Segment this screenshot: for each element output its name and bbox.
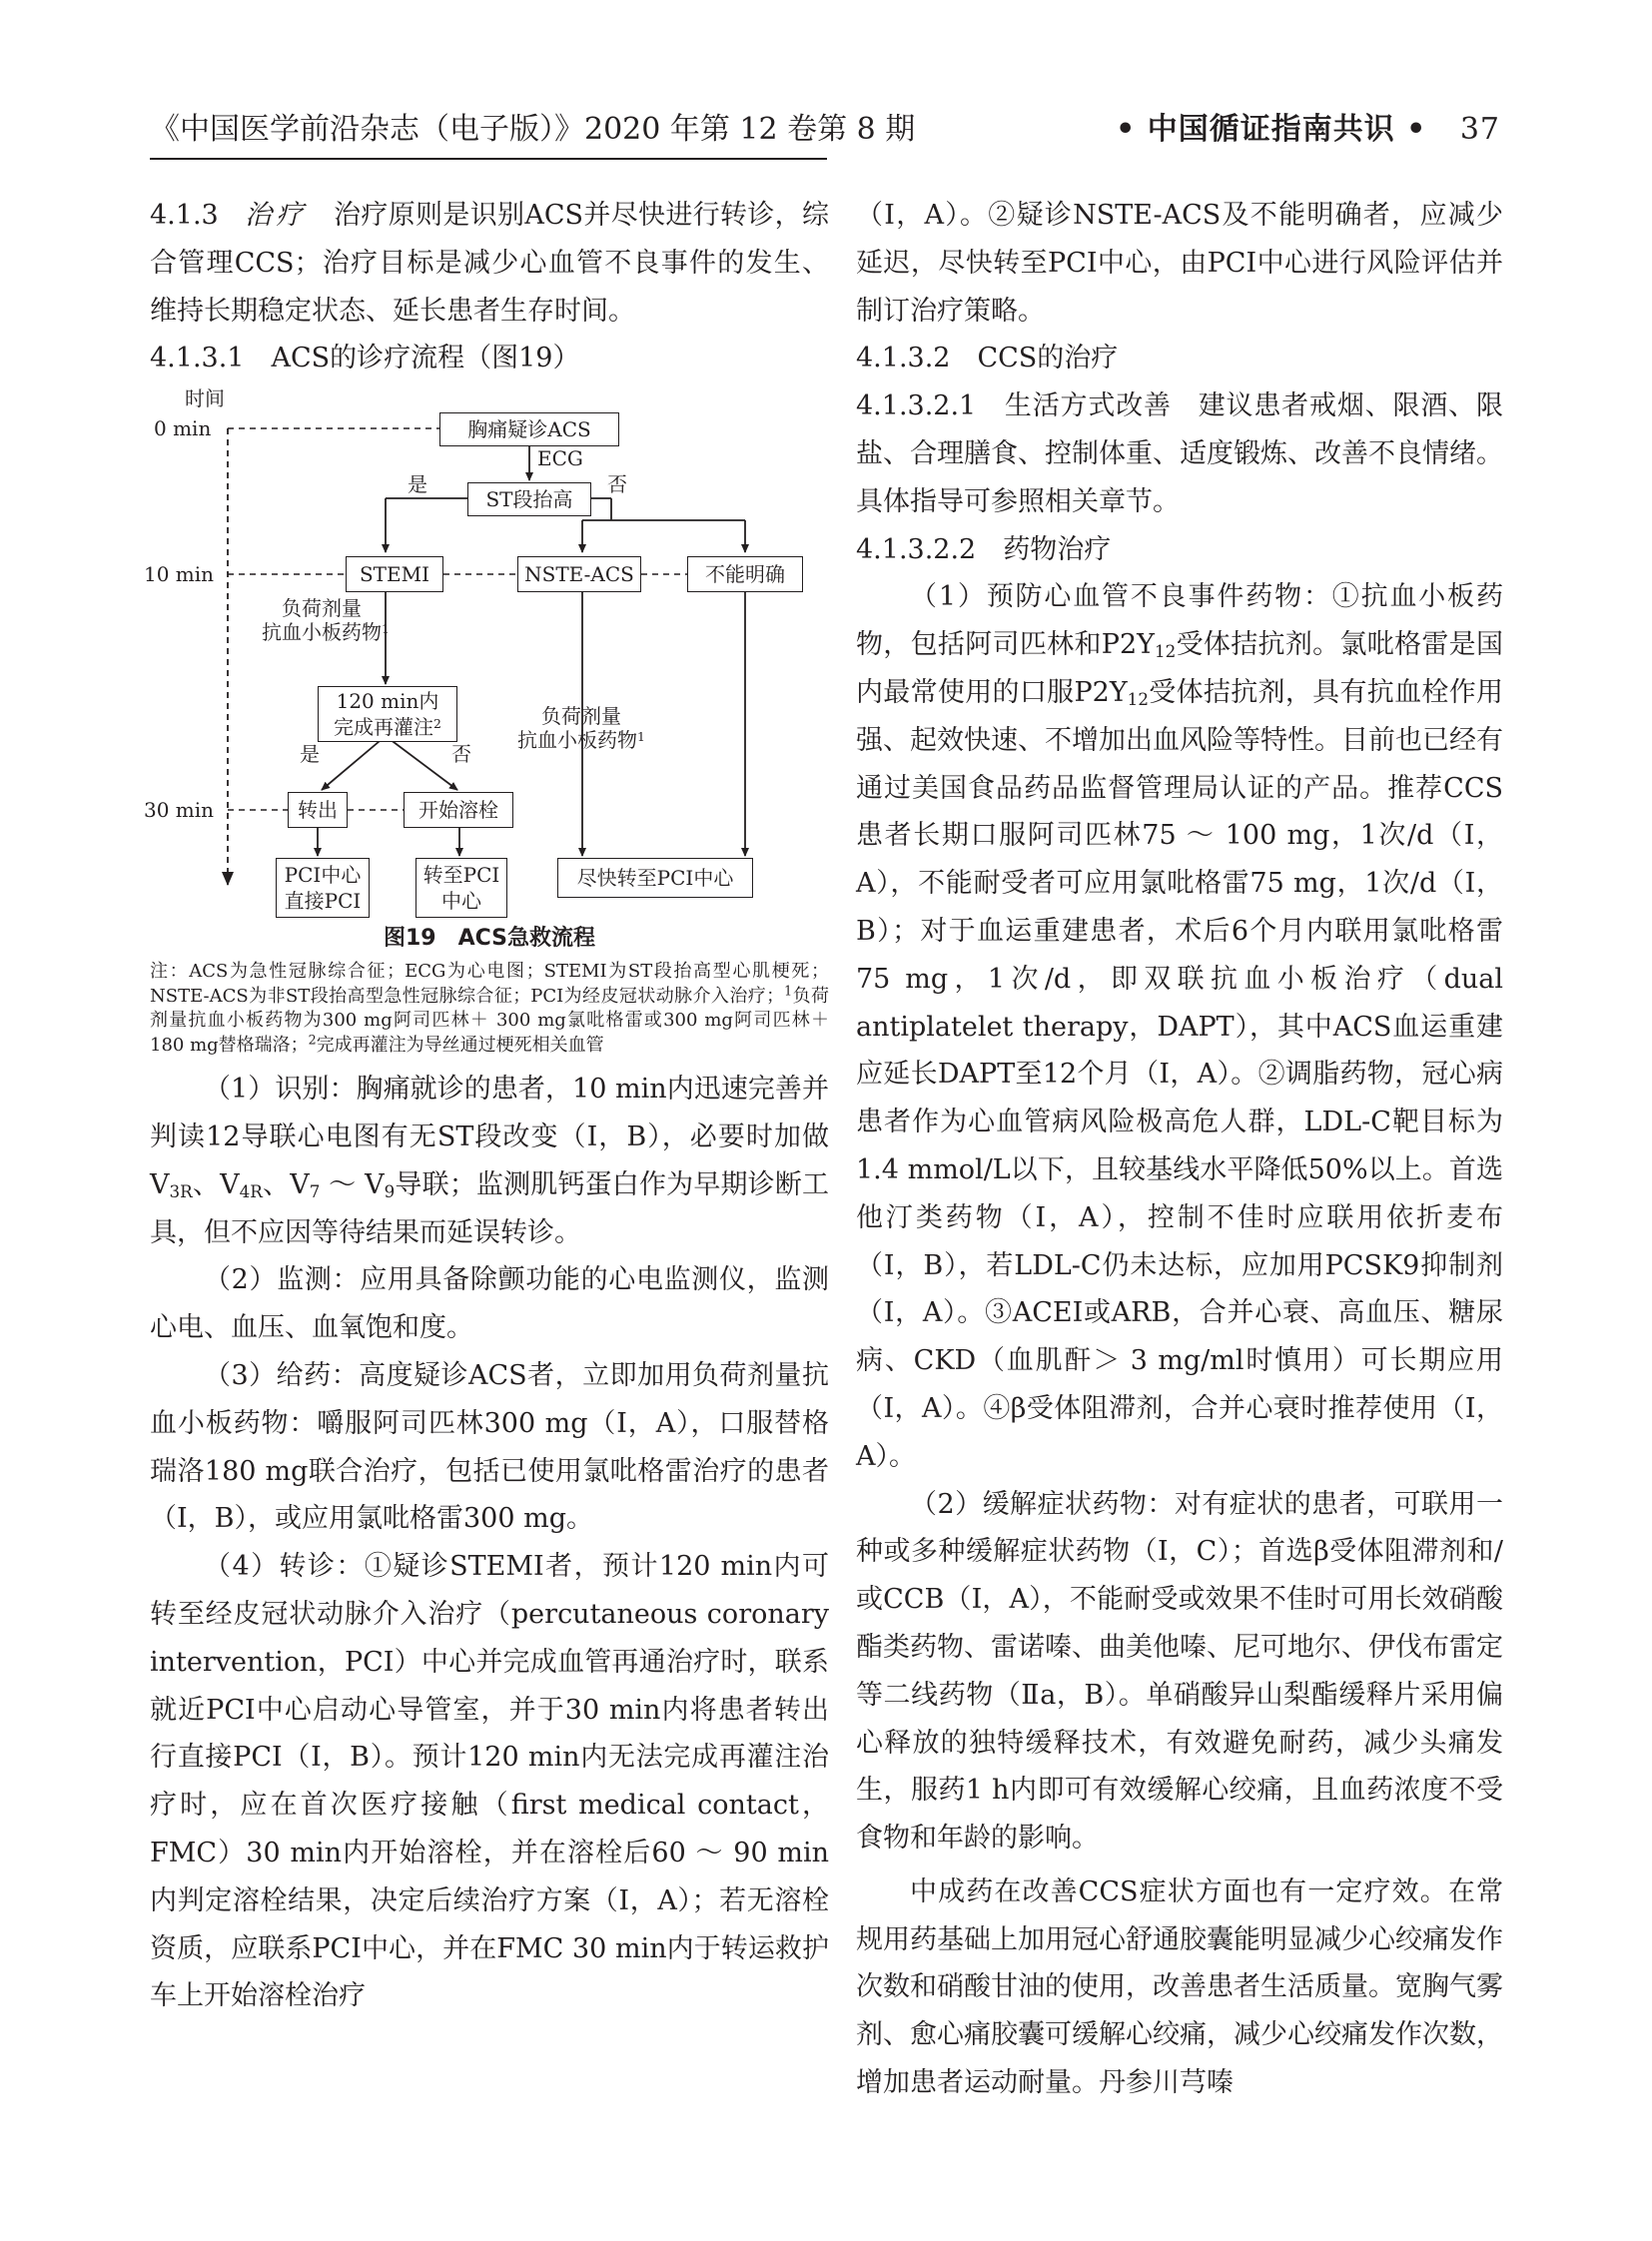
loading-dose-nste-line1: 负荷剂量 bbox=[541, 704, 621, 729]
time-0min: 0 min bbox=[154, 416, 212, 441]
paragraph-drug: （3）给药：高度疑诊ACS者，立即加用负荷剂量抗血小板药物：嚼服阿司匹林300 mg（Ⅰ，A），口服替格瑞洛180 mg联合治疗，包括已使用氯吡格雷治疗的患者（Ⅰ，B），或应用氯吡格雷300 mg。 bbox=[150, 1359, 829, 1535]
running-header-journal: 《中国医学前沿杂志（电子版）》2020 年第 12 卷第 8 期 bbox=[150, 112, 916, 147]
label-no: 否 bbox=[607, 472, 627, 497]
section-title: • 中国循证指南共识 • bbox=[1116, 112, 1427, 147]
paragraph-identify: （1）识别：胸痛就诊的患者，10 min内迅速完善并判读12导联心电图有无ST段改变（Ⅰ，B），必要时加做$V_{3R}$、$V_{4R}$、$V_7$ ～ $V_9$导联；监测肌钙蛋白作为早期诊断工具，但不应因等待结果而延误转诊。 bbox=[150, 1074, 830, 1248]
loading-dose-nste-line2: 抗血小板药物$^1$ bbox=[517, 728, 645, 753]
node-transfer-out: 转出 bbox=[288, 792, 348, 828]
paragraph-tcm: 中成药在改善CCS症状方面也有一定疗效。在常规用药基础上加用冠心舒通胶囊能明显减少心绞痛发作次数和硝酸甘油的使用，改善患者生活质量。宽胸气雾剂、愈心痛胶囊可缓解心绞痛，减少心绞痛发作次数，增加患者运动耐量。丹参川芎嗪 bbox=[856, 1875, 1503, 2099]
figure-19-flowchart bbox=[144, 386, 829, 914]
node-120-line2: 完成再灌注$^2$ bbox=[334, 715, 441, 740]
note-footnote-2: 完成再灌注为导丝通过梗死相关血管 bbox=[316, 1034, 604, 1056]
loading-dose-line1: 负荷剂量 bbox=[282, 596, 362, 621]
section-heading: 治疗 bbox=[244, 200, 308, 231]
loading-dose-line2 bbox=[262, 620, 390, 645]
section-text: 治疗原则是识别ACS并尽快进行转诊，综合管理CCS；治疗目标是减少心血管不良事件的发生、维持长期稳定状态、延长患者生存时间。 bbox=[150, 200, 830, 327]
right-column bbox=[856, 192, 1503, 2107]
node-120-line1: 120 min内 bbox=[336, 689, 439, 714]
node-120min-reperfusion bbox=[318, 686, 457, 742]
running-header-section bbox=[1116, 110, 1500, 150]
section-4-1-3-2-1 bbox=[856, 382, 1503, 525]
label-loading-dose-nste bbox=[511, 704, 651, 752]
note-abbreviations: 注：ACS为急性冠脉综合征；ECG为心电图；STEMI为ST段抬高型心肌梗死；NSTE-ACS为非ST段抬高型急性冠脉综合征；PCI为经皮冠状动脉介入治疗； bbox=[150, 961, 829, 1007]
node-transfer-to-pci: 转至PCI 中心 bbox=[415, 858, 507, 918]
page-number: 37 bbox=[1459, 112, 1500, 147]
node-asap-pci: 尽快转至PCI中心 bbox=[557, 858, 753, 898]
section-4-1-3 bbox=[150, 192, 829, 335]
section-number: 4.1.3 bbox=[150, 200, 219, 231]
node-st-elevation: ST段抬高 bbox=[467, 482, 591, 516]
antiplatelet-text: 抗血小板药物 bbox=[262, 620, 382, 645]
node-stemi: STEMI bbox=[346, 556, 443, 592]
paragraph-transfer: （4）转诊：①疑诊STEMI者，预计120 min内可转至经皮冠状动脉介入治疗（percutaneous coronary intervention，PCI）中心并完成血管再通治疗时，联系就近PCI中心启动心导管室，并于30 min内将患者转出行直接PCI（Ⅰ，B）。预计120 min内无法完成再灌注治疗时，应在首次医疗接触（first medical contact，FMC）30 min内开始溶栓，并在溶栓后60 ～ 90 min内判定溶栓结果，决定后续治疗方案（Ⅰ，A）；若无溶栓资质，应联系PCI中心，并在FMC 30 min内于转运救护车上开始溶栓治疗 bbox=[150, 1551, 829, 2012]
left-column bbox=[144, 192, 830, 2020]
figure-caption: 图19 ACS急救流程 bbox=[383, 926, 596, 952]
footnote-2-mark: 2 bbox=[433, 716, 441, 731]
label-no-2: 否 bbox=[451, 742, 471, 767]
node-unclear: 不能明确 bbox=[687, 556, 803, 592]
node-start-thrombolysis: 开始溶栓 bbox=[404, 792, 513, 828]
time-10min: 10 min bbox=[144, 562, 215, 587]
paragraph-relieve: （2）缓解症状药物：对有症状的患者，可联用一种或多种缓解症状药物（Ⅰ，C）；首选β受体阻滞剂和/或CCB（Ⅰ，A），不能耐受或效果不佳时可用长效硝酸酯类药物、雷诺嗪、曲美他嗪、尼可地尔、伊伐布雷定等二线药物（Ⅱa，B）。单硝酸异山梨酯缓释片采用偏心释放的独特缓释技术，有效避免耐药，减少头痛发生，服药1 h内即可有效缓解心绞痛，且血药浓度不受食物和年龄的影响。 bbox=[856, 1488, 1503, 1855]
node-chest-pain-acs: 胸痛疑诊ACS bbox=[439, 412, 619, 446]
section-4-1-3-1-heading: 4.1.3.1 ACS的诊疗流程（图19） bbox=[150, 343, 580, 374]
section-heading: 4.1.3.2.1 生活方式改善 bbox=[856, 390, 1172, 422]
label-yes-2: 是 bbox=[300, 742, 320, 767]
section-4-1-3-2-2-heading: 4.1.3.2.2 药物治疗 bbox=[856, 533, 1112, 565]
label-loading-dose-stemi bbox=[262, 596, 390, 645]
label-ecg: ECG bbox=[537, 446, 583, 471]
header-rule bbox=[150, 158, 827, 160]
node-nste-acs: NSTE-ACS bbox=[517, 556, 641, 592]
section-text: 建议患者戒烟、限酒、限盐、合理膳食、控制体重、适度锻炼、改善不良情绪。具体指导可参照相关章节。 bbox=[856, 390, 1503, 517]
paragraph-prevent: （1）预防心血管不良事件药物：①抗血小板药物，包括阿司匹林和$P2Y_{12}$受体拮抗剂。氯吡格雷是国内最常使用的口服$P2Y_{12}$受体拮抗剂，具有抗血栓作用强、起效快速、不增加出血风险等特性。目前也已经有通过美国食品药品监督管理局认证的产品。推荐CCS患者长期口服阿司匹林75 ～ 100 mg，1次/d（Ⅰ，A），不能耐受者可应用氯吡格雷75 mg，1次/d（Ⅰ，B）；对于血运重建患者，术后6个月内联用氯吡格雷75 mg，1次/d，即双联抗血小板治疗（dual antiplatelet therapy，DAPT），其中ACS血运重建应延长DAPT至12个月（Ⅰ，A）。②调脂药物，冠心病患者作为心血管病风险极高危人群，LDL-C靶目标为1.4 mmol/L以下，且较基线水平降低50%以上。首选他汀类药物（Ⅰ，A），控制不佳时应联用依折麦布（Ⅰ，B），若LDL-C仍未达标，应加用PCSK9抑制剂（Ⅰ，A）。③ACEI或ARB，合并心衰、高血压、糖尿病、CKD（血肌酐＞ 3 mg/ml时慎用）可长期应用（Ⅰ，A）。④β受体阻滞剂，合并心衰时推荐使用（Ⅰ，A）。 bbox=[856, 581, 1504, 1472]
figure-note: 注：ACS为急性冠脉综合征；ECG为心电图；STEMI为ST段抬高型心肌梗死；NSTE-ACS为非ST段抬高型急性冠脉综合征；PCI为经皮冠状动脉介入治疗；$^1$负荷剂量抗血小板药物为300 mg阿司匹林＋ 300 mg氯吡格雷或300 mg阿司匹林＋ 180 mg替格瑞洛；$^2$完成再灌注为导丝通过梗死相关血管 bbox=[150, 961, 830, 1056]
footnote-1-mark: 1 bbox=[382, 621, 390, 636]
label-yes: 是 bbox=[408, 472, 427, 497]
section-4-1-3-2-heading: 4.1.3.2 CCS的治疗 bbox=[856, 343, 1119, 374]
time-30min: 30 min bbox=[144, 798, 215, 823]
time-axis-label: 时间 bbox=[185, 386, 225, 411]
paragraph-monitor: （2）监测：应用具备除颤功能的心电监测仪，监测心电、血压、血氧饱和度。 bbox=[150, 1264, 829, 1344]
node-pci-direct: PCI中心 直接PCI bbox=[276, 858, 370, 918]
paragraph-continued: （Ⅰ，A）。②疑诊NSTE-ACS及不能明确者，应减少延迟，尽快转至PCI中心，由PCI中心进行风险评估并制订治疗策略。 bbox=[856, 200, 1503, 327]
note-footnote-1: 负荷剂量抗血小板药物为300 mg阿司匹林＋ 300 mg氯吡格雷或300 mg阿司匹林＋ 180 mg替格瑞洛； bbox=[150, 985, 830, 1056]
